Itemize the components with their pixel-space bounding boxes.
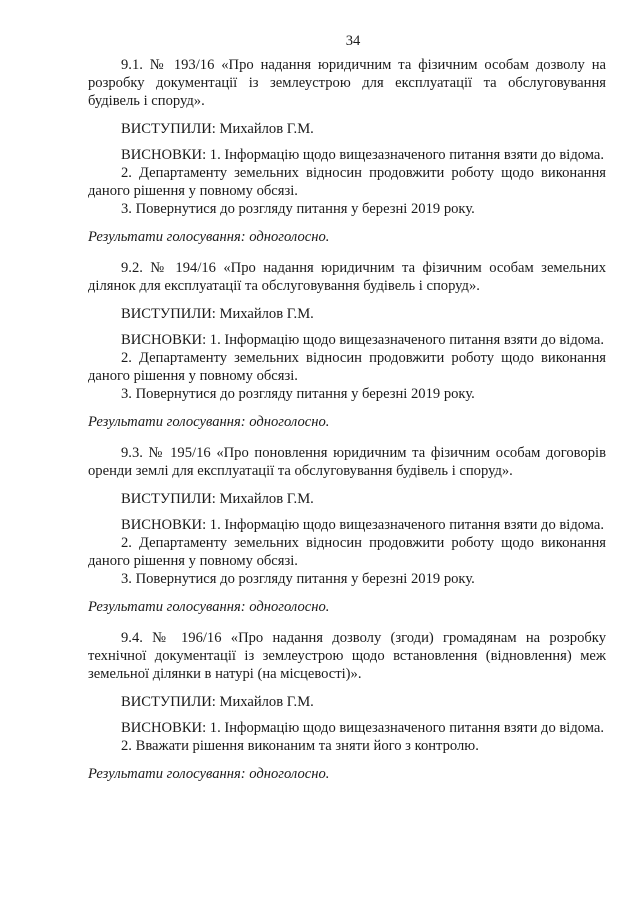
voting-result: Результати голосування: одноголосно. <box>88 599 330 615</box>
item-conclusion: 2. Департаменту земельних відносин продовжити роботу щодо виконання даного рішення у повному обсязі. <box>88 350 606 384</box>
item-conclusion: 2. Департаменту земельних відносин продовжити роботу щодо виконання даного рішення у повному обсязі. <box>88 535 606 569</box>
voting-result: Результати голосування: одноголосно. <box>88 414 330 430</box>
agenda-item-9-1 <box>88 56 606 246</box>
item-speaker: ВИСТУПИЛИ: Михайлов Г.М. <box>121 694 314 710</box>
item-title: 9.3. № 195/16 «Про поновлення юридичним та фізичним особам договорів оренди землі для експлуатації та обслуговування будівель і споруд». <box>88 445 606 479</box>
agenda-item-9-2 <box>88 259 606 431</box>
voting-result: Результати голосування: одноголосно. <box>88 229 330 245</box>
item-conclusion: ВИСНОВКИ: 1. Інформацію щодо вищезазначеного питання взяти до відома. <box>121 332 605 348</box>
agenda-item-9-4 <box>88 629 606 783</box>
voting-result: Результати голосування: одноголосно. <box>88 766 330 782</box>
item-conclusion: 2. Департаменту земельних відносин продовжити роботу щодо виконання даного рішення у повному обсязі. <box>88 165 606 199</box>
item-conclusion: 3. Повернутися до розгляду питання у березні 2019 року. <box>121 571 475 587</box>
item-conclusion: 2. Вважати рішення виконаним та зняти його з контролю. <box>121 738 479 754</box>
agenda-item-9-3 <box>88 444 606 616</box>
item-conclusion: 3. Повернутися до розгляду питання у березні 2019 року. <box>121 201 475 217</box>
page-number: 34 <box>345 33 361 49</box>
item-speaker: ВИСТУПИЛИ: Михайлов Г.М. <box>121 121 314 137</box>
item-title: 9.4. № 196/16 «Про надання дозволу (згоди) громадянам на розробку технічної документації із землеустрою щодо встановлення (відновлення) меж земельної ділянки в натурі (на місцевості)». <box>88 630 606 682</box>
item-title: 9.1. № 193/16 «Про надання юридичним та фізичним особам дозволу на розробку документації із землеустрою для експлуатації та обслуговування будівель і споруд». <box>88 57 606 109</box>
item-conclusion: ВИСНОВКИ: 1. Інформацію щодо вищезазначеного питання взяти до відома. <box>121 720 605 736</box>
item-conclusion: ВИСНОВКИ: 1. Інформацію щодо вищезазначеного питання взяти до відома. <box>121 147 605 163</box>
item-speaker: ВИСТУПИЛИ: Михайлов Г.М. <box>121 491 314 507</box>
item-speaker: ВИСТУПИЛИ: Михайлов Г.М. <box>121 306 314 322</box>
item-conclusion: ВИСНОВКИ: 1. Інформацію щодо вищезазначеного питання взяти до відома. <box>121 517 605 533</box>
item-title: 9.2. № 194/16 «Про надання юридичним та фізичним особам земельних ділянок для експлуатації та обслуговування будівель і споруд». <box>88 260 606 294</box>
item-conclusion: 3. Повернутися до розгляду питання у березні 2019 року. <box>121 386 475 402</box>
